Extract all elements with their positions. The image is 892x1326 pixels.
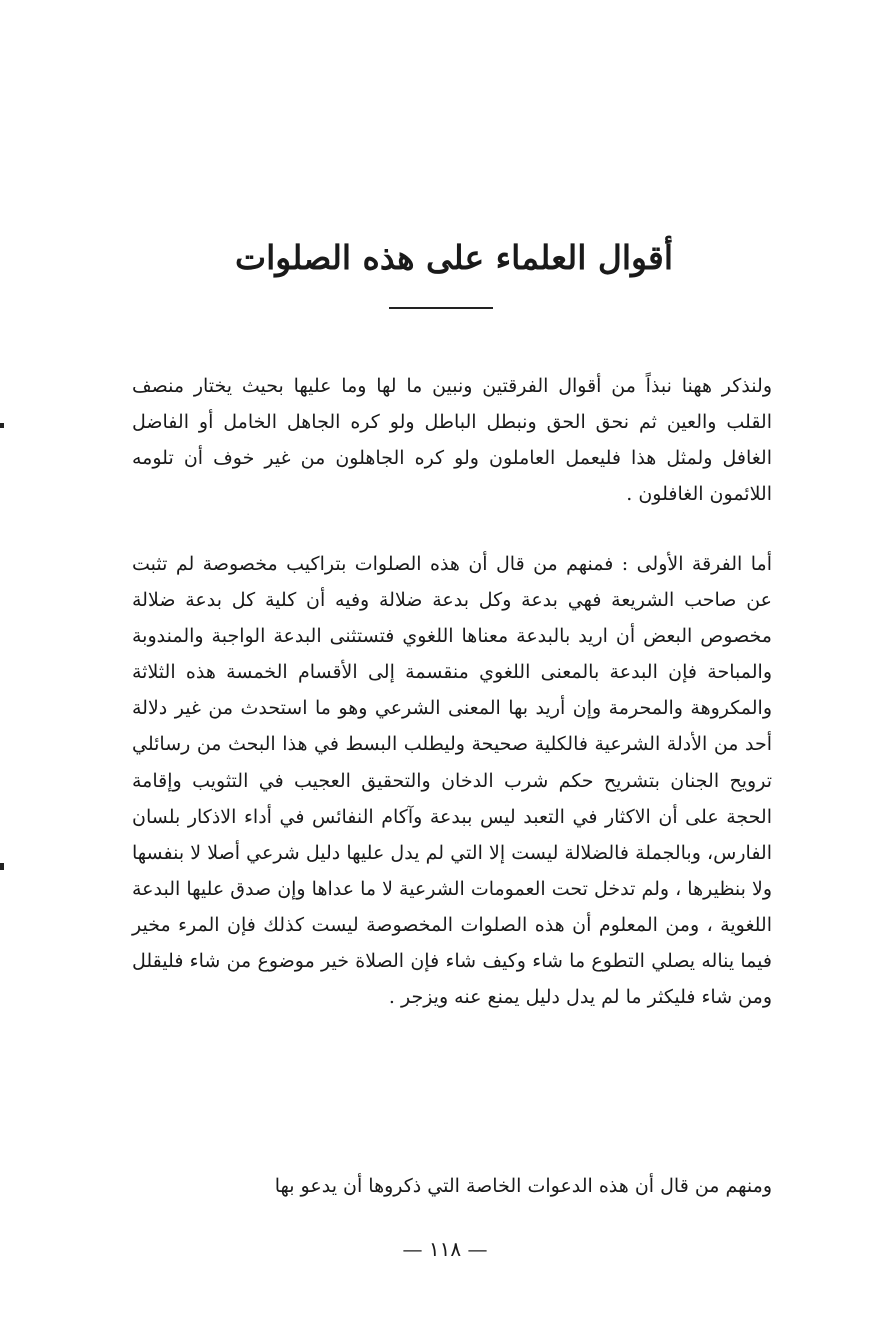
- paragraph-first-group: أما الفرقة الأولى : فمنهم من قال أن هذه الصلوات بتراكيب مخصوصة لم تثبت عن صاحب الشريعة فهي بدعة وكل بدعة ضلالة وفيه أن كلية كل بدعة ضلالة مخصوص البعض أن اريد بالبدعة معناها اللغوي فتستثنى البدعة الواجبة والمندوبة والمباحة فإن البدعة بالمعنى اللغوي منقسمة إلى الأقسام الخمسة هذه الثلاثة والمكروهة والمحرمة وإن أريد بها المعنى الشرعي وهو ما استحدث من غير دلالة أحد من الأدلة الشرعية فالكلية صحيحة وليطلب البسط في هذا البحث من رسائلي ترويح الجنان بتشريح حكم شرب الدخان والتحقيق العجيب في التثويب وإقامة الحجة على أن الاكثار في التعبد ليس ببدعة وآكام النفائس في أداء الاذكار بلسان الفارس، وبالجملة فالضلالة ليست إلا التي لم يدل عليها دليل شرعي أصلا لا بنفسها ولا بنظيرها ، ولم تدخل تحت العمومات الشرعية لا ما عداها وإن صدق عليها البدعة اللغوية ، ومن المعلوم أن هذه الصلوات المخصوصة ليست كذلك فإن المرء مخير فيما يناله يصلي التطوع ما شاء وكيف شاء فإن الصلاة خير موضوع من شاء فليقلل ومن شاء فليكثر ما لم يدل دليل يمنع عنه ويزجر .: [132, 553, 772, 1009]
- page-number: — ١١٨ —: [402, 1237, 488, 1261]
- paragraph-continuation: ومنهم من قال أن هذه الدعوات الخاصة التي ذكروها أن يدعو بها: [274, 1175, 772, 1197]
- chapter-title: أقوال العلماء على هذه الصلوات: [235, 238, 673, 277]
- paragraph-intro: ولنذكر ههنا نبذاً من أقوال الفرقتين ونبين ما لها وما عليها بحيث يختار منصف القلب والعين ثم نحق الحق ونبطل الباطل ولو كره الجاهل الخامل أو الفاضل الغافل ولمثل هذا فليعمل العاملون ولو كره الجاهلون من غير خوف أن تلومه اللائمون الغافلون .: [132, 375, 772, 506]
- title-underline: [389, 307, 493, 309]
- scan-edge-mark: [0, 423, 4, 428]
- scan-edge-mark: [0, 863, 4, 870]
